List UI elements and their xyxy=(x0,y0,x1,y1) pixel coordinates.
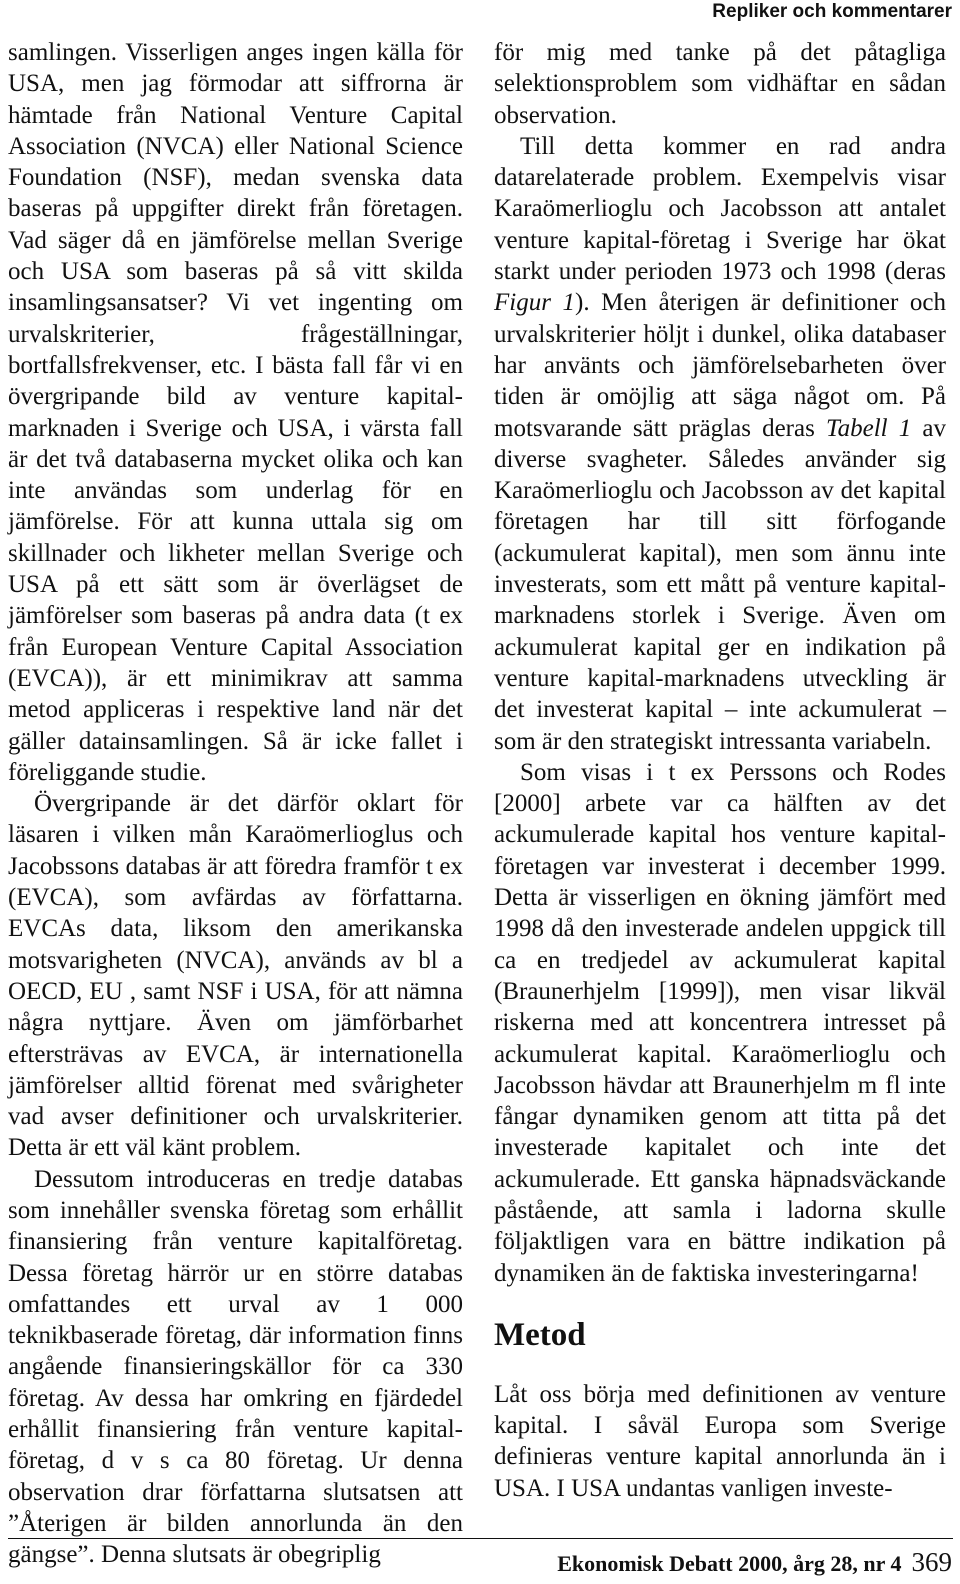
right-paragraph-3: Som visas i t ex Perssons och Rodes [2000] arbete var ca hälften av det ackumulerade kapital hos venture kapital-företagen var investerat i december 1999. Detta är visserligen en ökning jämfört med 1998 då den investerade andelen uppgick till ca en tredjedel av ackumulerat kapital (Braunerhjelm [1999]), men visar likväl riskerna med att koncentrera intresset på ackumulerat kapital. Karaömerlioglu och Jacobsson hävdar att Braunerhjelm m fl inte fångar dynamiken genom att titta på det investerade kapitalet och inte det ackumulerade. Ett ganska häpnadsväckande påstående, att samla i ladorna skulle följaktligen vara en bättre indikation på dynamiken än de faktiska investeringarna! xyxy=(494,758,946,1287)
right-paragraph-2-part-c: av diverse svagheter. Således använder sig Karaömerlioglu och Jacobsson av det kapital företagen har till sitt förfogande (ackumulerat kapital), men som ännu inte investerats, som ett mått på venture kapital-marknadens storlek i Sverige. Även om ackumulerat kapital ger en indikation på venture kapital-marknadens utveckling är det investerat kapital – inte ackumulerat – som är den strategiskt intressanta variabeln. xyxy=(494,414,946,755)
page-footer xyxy=(557,1545,952,1579)
right-paragraph-2 xyxy=(494,131,946,757)
journal-citation: Ekonomisk Debatt 2000, årg 28, nr 4 xyxy=(557,1551,902,1576)
right-paragraph-2-part-b: ). Men återigen är definitioner och urvalskriterier höljt i dunkel, olika databaser har använts och jämförelsebarheten över tiden är omöjlig att säga något om. På motsvarande sätt präglas deras xyxy=(494,289,946,442)
right-paragraph-2-part-a: Till detta kommer en rad andra datarelaterade problem. Exempelvis visar Karaömerlioglu och Jacobsson att antalet venture kapital-företag i Sverige har ökat starkt under perioden 1973 och 1998 (deras xyxy=(494,132,946,286)
right-paragraph-4: Låt oss börja med definitionen av venture kapital. I såväl Europa som Sverige definieras venture kapital annorlunda än i USA. I USA undantas vanligen investe- xyxy=(494,1380,946,1502)
left-paragraph-2: Övergripande är det därför oklart för läsaren i vilken mån Karaömerlioglus och Jacobssons databas är att föredra framför t ex (EVCA), som avfärdas av författarna. EVCAs data, liksom den amerikanska motsvarigheten (NVCA), används av bl a OECD, EU , samt NSF i USA, för att nämna några nyttjare. Även om jämförbarhet eftersträvas av EVCA, är internationella jämförelser alltid förenat med svårigheter vad avser definitioner och urvalskriterier. Detta är ett väl känt problem. xyxy=(8,790,463,1162)
figure-reference: Figur 1 xyxy=(494,289,576,317)
left-paragraph-1: samlingen. Visserligen anges ingen källa för USA, men jag förmodar att siffrorna är hämtade från National Venture Capital Association (NVCA) eller National Science Foundation (NSF), medan svenska data baseras på uppgifter direkt från företagen. Vad säger då en jämförelse mellan Sverige och USA som baseras på så vitt skilda insamlingsansatser? Vi vet ingenting om urvalskriterier, frågeställningar, bortfallsfrekvenser, etc. I bästa fall får vi en övergripande bild av venture kapital-marknaden i Sverige och USA, i värsta fall är det två databaserna mycket olika och kan inte användas som underlag för en jämförelse. För att kunna uttala sig om skillnader och likheter mellan Sverige och USA på ett sätt som är överlägset de jämförelser som baseras på andra data (t ex från European Venture Capital Association (EVCA)), är ett minimikrav att samma metod appliceras i respektive land när det gäller datainsamlingen. Så är icke fallet i föreliggande studie. xyxy=(8,39,463,786)
left-column xyxy=(8,37,463,1571)
page-number: 369 xyxy=(911,1547,952,1577)
footer-rule xyxy=(8,1538,953,1539)
table-reference: Tabell 1 xyxy=(825,414,912,442)
running-header: Repliker och kommentarer xyxy=(712,1,952,22)
right-column xyxy=(494,37,946,1504)
section-heading-metod: Metod xyxy=(494,1316,586,1353)
right-paragraph-1: för mig med tanke på det påtagliga selektionsproblem som vidhäftar en sådan observation. xyxy=(494,39,946,129)
left-paragraph-3: Dessutom introduceras en tredje databas som innehåller svenska företag som erhållit finansiering från venture kapitalföretag. Dessa företag härrör ur en större databas omfattandes ett urval av 1 000 teknikbaserade företag, där information finns angående finansieringskällor för ca 330 företag. Av dessa har omkring en fjärdedel erhållit finansiering från venture kapital-företag, d v s ca 80 företag. Ur denna observation drar författarna slutsatsen att ”Återigen är bilden annorlunda än den gängse”. Denna slutsats är obegriplig xyxy=(8,1165,463,1569)
